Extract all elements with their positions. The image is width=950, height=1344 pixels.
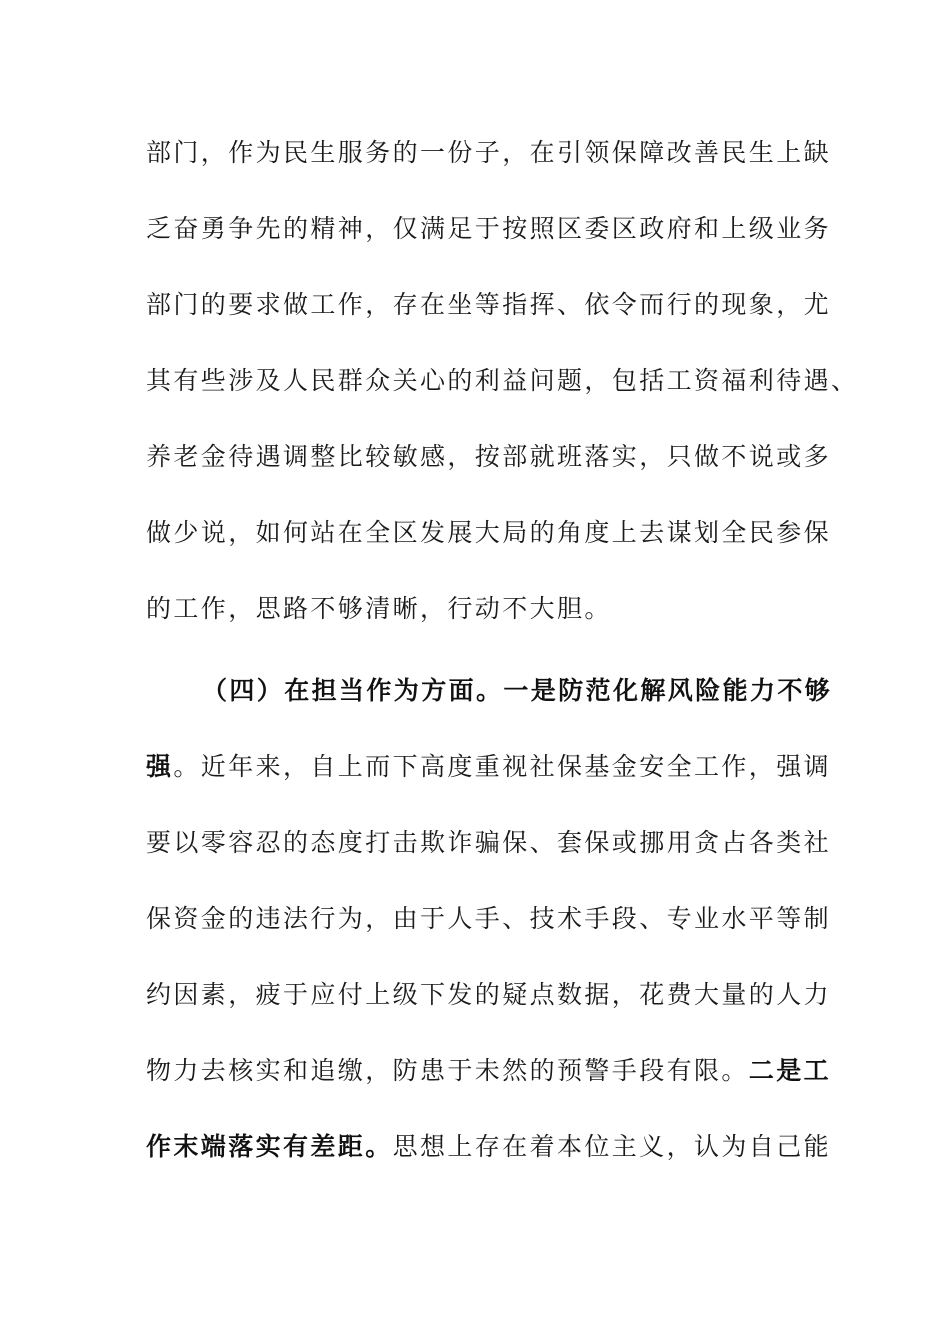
- paragraph-2-line-2-text: 。近年来，自上而下高度重视社保基金安全工作，强调: [173, 752, 832, 781]
- subheading-2-start: 二是工: [748, 1056, 832, 1085]
- section-heading: （四）在担当作为方面。一是防范化解风险能力不够: [202, 676, 833, 705]
- subheading-2-end: 作末端落实有差距。: [146, 1132, 393, 1161]
- section-heading-end: 强: [146, 752, 174, 781]
- document-body: [146, 128, 859, 1198]
- paragraph-2-line-4: 保资金的违法行为，由于人手、技术手段、专业水平等制: [146, 904, 832, 933]
- paragraph-1-line-6: 做少说，如何站在全区发展大局的角度上去谋划全民参保: [146, 518, 832, 547]
- paragraph-1-line-3: 部门的要求做工作，存在坐等指挥、依令而行的现象，尤: [146, 290, 832, 319]
- paragraph-2-line-6: [146, 1046, 832, 1122]
- paragraph-1-line-7: 的工作，思路不够清晰，行动不大胆。: [146, 594, 612, 623]
- paragraph-2-line-1: [146, 666, 833, 742]
- paragraph-1-line-1: 部门，作为民生服务的一份子，在引领保障改善民生上缺: [146, 138, 832, 167]
- paragraph-2-line-7: [146, 1122, 832, 1198]
- paragraph-1-line-5: 养老金待遇调整比较敏感，按部就班落实，只做不说或多: [146, 442, 832, 471]
- paragraph-2-line-5: 约因素，疲于应付上级下发的疑点数据，花费大量的人力: [146, 980, 832, 1009]
- paragraph-2-line-3: 要以零容忍的态度打击欺诈骗保、套保或挪用贪占各类社: [146, 828, 832, 857]
- paragraph-1-line-4: 其有些涉及人民群众关心的利益问题，包括工资福利待遇、: [146, 366, 859, 395]
- paragraph-2-line-7-text: 思想上存在着本位主义，认为自己能: [392, 1132, 832, 1161]
- paragraph-2-line-2: [146, 742, 832, 818]
- paragraph-1-line-2: 乏奋勇争先的精神，仅满足于按照区委区政府和上级业务: [146, 214, 832, 243]
- paragraph-2-line-6-text: 物力去核实和追缴，防患于未然的预警手段有限。: [146, 1056, 749, 1085]
